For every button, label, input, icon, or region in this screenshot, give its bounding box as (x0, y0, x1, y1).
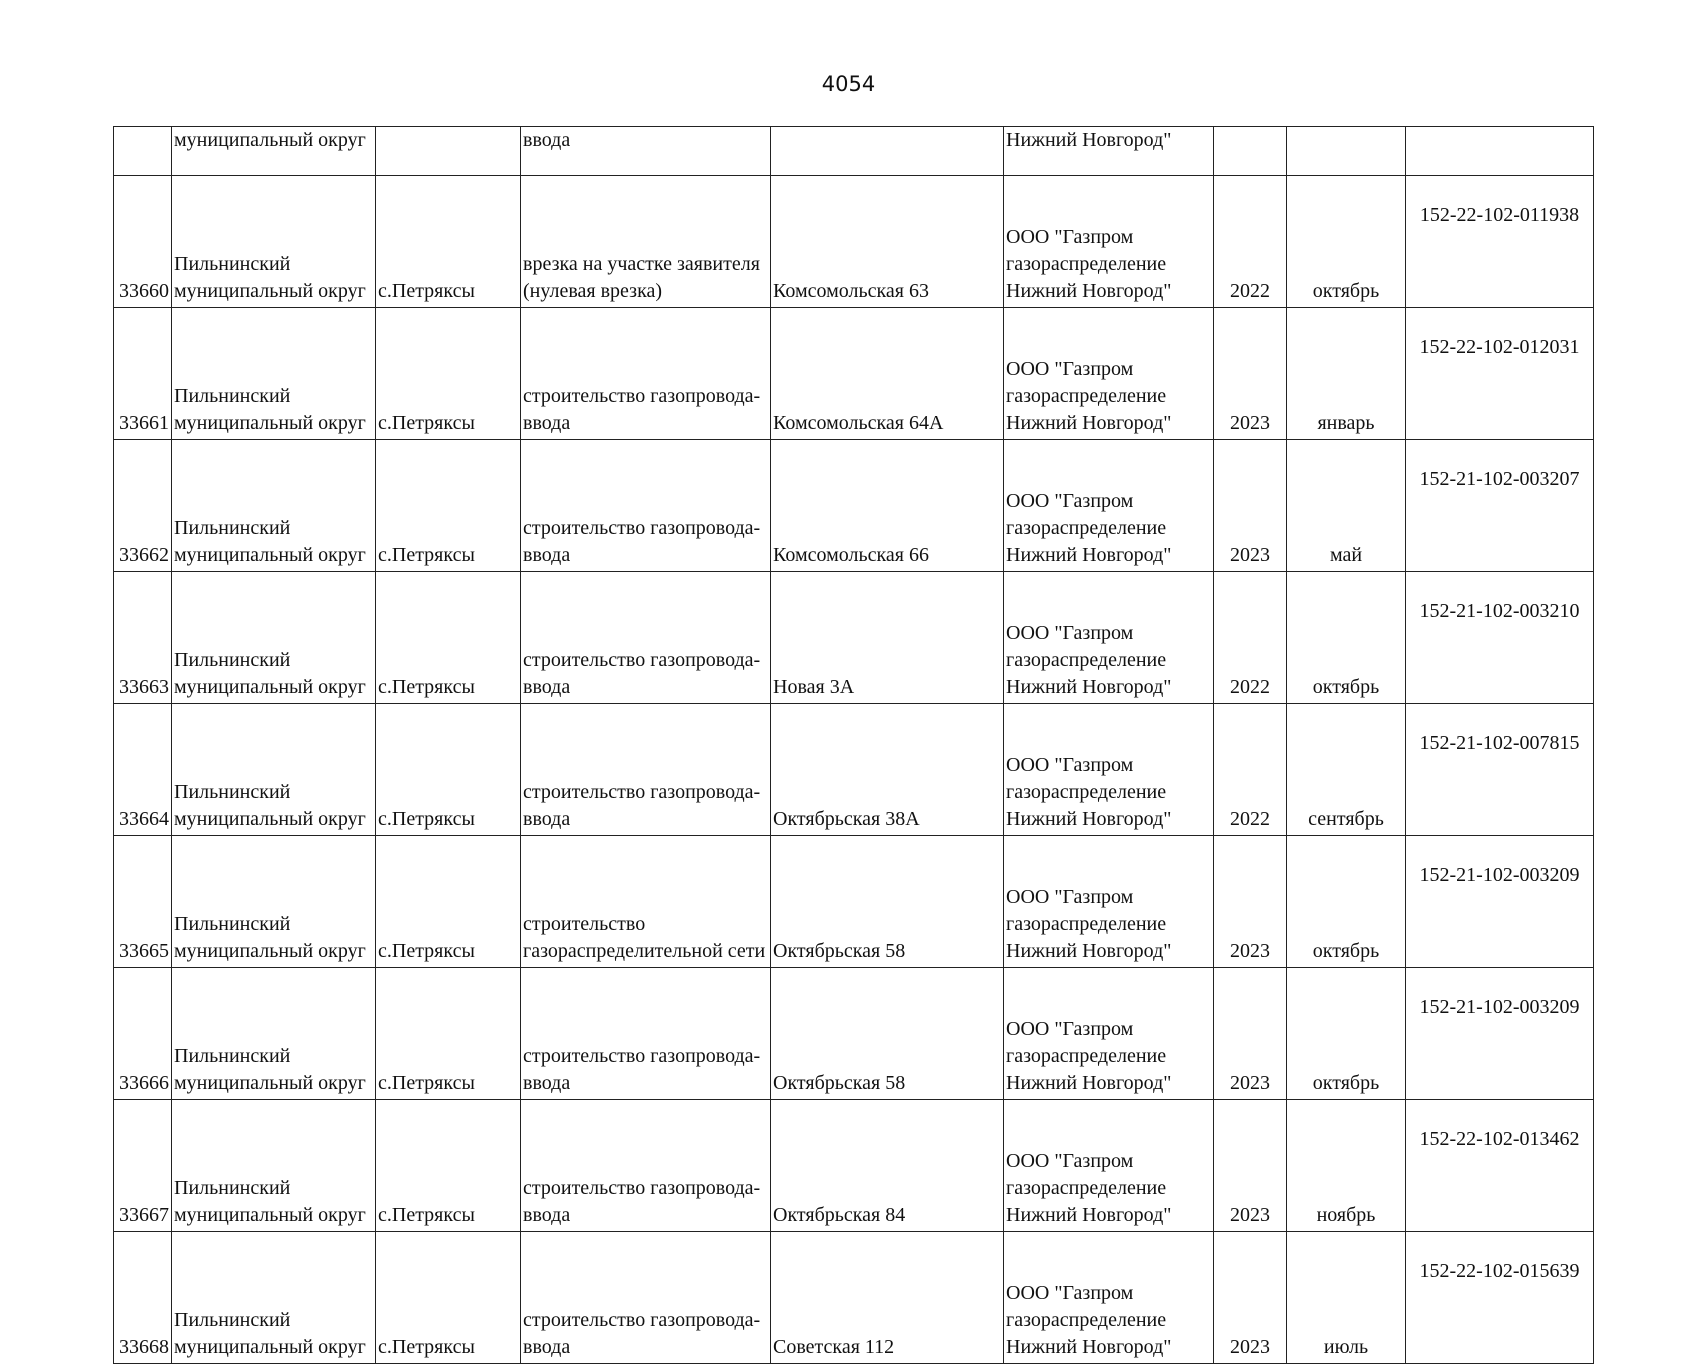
cell-month: ноябрь (1287, 1100, 1406, 1232)
continuation-row (114, 127, 1594, 176)
organization-line-3: Нижний Новгород" (1006, 1204, 1172, 1226)
cell-address: Комсомольская 63 (771, 176, 1004, 308)
cell-work-type (521, 308, 771, 440)
district-line-1: Пильнинский (174, 1177, 291, 1199)
cell-work-type (521, 440, 771, 572)
cell-address: Октябрьская 84 (771, 1100, 1004, 1232)
district-line-1: Пильнинский (174, 1309, 291, 1331)
cell-year: 2022 (1214, 704, 1287, 836)
cell-locality: с.Петряксы (376, 836, 521, 968)
cell-year: 2022 (1214, 176, 1287, 308)
table-row (114, 1232, 1594, 1364)
organization-line-1: ООО "Газпром (1006, 754, 1134, 776)
organization-line-2: газораспределение (1006, 253, 1167, 275)
cell-address: Октябрьская 58 (771, 836, 1004, 968)
cell-year: 2023 (1214, 836, 1287, 968)
work-type-line-1: строительство газопровода- (523, 649, 761, 671)
cell-month: октябрь (1287, 836, 1406, 968)
cell-district (172, 1232, 376, 1364)
cell-district (172, 308, 376, 440)
organization-line-2: газораспределение (1006, 913, 1167, 935)
cell-year (1214, 127, 1287, 176)
work-type-line-1: строительство газопровода- (523, 781, 761, 803)
organization-line-2: газораспределение (1006, 1177, 1167, 1199)
work-type-line-1: строительство газопровода- (523, 385, 761, 407)
cell-organization (1004, 836, 1214, 968)
cell-district (172, 1100, 376, 1232)
work-type-line-2: ввода (523, 412, 571, 434)
table-row (114, 1100, 1594, 1232)
cell-month (1287, 127, 1406, 176)
cell-code: 152-22-102-015639 (1406, 1232, 1594, 1364)
cell-locality: с.Петряксы (376, 1100, 521, 1232)
district-line-2: муниципальный округ (174, 1072, 366, 1094)
table-body (114, 127, 1594, 1364)
work-type-line-2: газораспределительной сети (523, 940, 766, 962)
table-row (114, 572, 1594, 704)
organization-line-3: Нижний Новгород" (1006, 412, 1172, 434)
cell-number: 33661 (114, 308, 172, 440)
cell-locality (376, 127, 521, 176)
organization-line-3: Нижний Новгород" (1006, 940, 1172, 962)
cell-month: октябрь (1287, 968, 1406, 1100)
work-type-line-1: строительство газопровода- (523, 517, 761, 539)
cell-organization (1004, 1100, 1214, 1232)
work-type-line-2: ввода (523, 1072, 571, 1094)
work-type-line-1: строительство газопровода- (523, 1045, 761, 1067)
cell-number: 33666 (114, 968, 172, 1100)
cell-locality: с.Петряксы (376, 968, 521, 1100)
cell-work-type (521, 968, 771, 1100)
cell-code: 152-21-102-003207 (1406, 440, 1594, 572)
district-line-2: муниципальный округ (174, 940, 366, 962)
cell-work-type (521, 704, 771, 836)
cell-month: июль (1287, 1232, 1406, 1364)
cell-organization (1004, 308, 1214, 440)
cell-locality: с.Петряксы (376, 572, 521, 704)
table-row (114, 440, 1594, 572)
cell-address: Комсомольская 64А (771, 308, 1004, 440)
organization-line-3: Нижний Новгород" (1006, 1336, 1172, 1358)
cell-code: 152-21-102-007815 (1406, 704, 1594, 836)
organization-line-3: Нижний Новгород" (1006, 676, 1172, 698)
organization-line-3: Нижний Новгород" (1006, 280, 1172, 302)
cell-district (172, 572, 376, 704)
organization-line-2: газораспределение (1006, 1309, 1167, 1331)
district-line-1: Пильнинский (174, 385, 291, 407)
organization-line-1: ООО "Газпром (1006, 622, 1134, 644)
cell-organization (1004, 176, 1214, 308)
district-line-1: Пильнинский (174, 781, 291, 803)
district-line-2: муниципальный округ (174, 544, 366, 566)
work-type-line-2: ввода (523, 676, 571, 698)
cell-district (172, 968, 376, 1100)
work-type-line-1: строительство газопровода- (523, 1177, 761, 1199)
organization-line-3: Нижний Новгород" (1006, 808, 1172, 830)
cell-code: 152-21-102-003209 (1406, 968, 1594, 1100)
cell-district: муниципальный округ (172, 127, 376, 176)
organization-line-3: Нижний Новгород" (1006, 544, 1172, 566)
cell-work-type (521, 176, 771, 308)
cell-work-type (521, 572, 771, 704)
cell-month: май (1287, 440, 1406, 572)
cell-district (172, 704, 376, 836)
cell-code: 152-21-102-003210 (1406, 572, 1594, 704)
district-line-1: Пильнинский (174, 1045, 291, 1067)
cell-address: Советская 112 (771, 1232, 1004, 1364)
district-line-2: муниципальный округ (174, 808, 366, 830)
cell-locality: с.Петряксы (376, 1232, 521, 1364)
organization-line-2: газораспределение (1006, 781, 1167, 803)
cell-code (1406, 127, 1594, 176)
table-row (114, 308, 1594, 440)
organization-line-2: газораспределение (1006, 517, 1167, 539)
work-type-line-1: строительство газопровода- (523, 1309, 761, 1331)
cell-number: 33665 (114, 836, 172, 968)
cell-code: 152-22-102-013462 (1406, 1100, 1594, 1232)
district-line-1: Пильнинский (174, 649, 291, 671)
registry-table (113, 126, 1594, 1364)
cell-address: Октябрьская 38А (771, 704, 1004, 836)
cell-year: 2023 (1214, 1232, 1287, 1364)
cell-address: Новая 3А (771, 572, 1004, 704)
cell-number: 33667 (114, 1100, 172, 1232)
cell-work-type (521, 1232, 771, 1364)
organization-line-3: Нижний Новгород" (1006, 1072, 1172, 1094)
work-type-line-2: ввода (523, 1336, 571, 1358)
work-type-line-1: строительство (523, 913, 646, 935)
cell-number: 33663 (114, 572, 172, 704)
cell-year: 2022 (1214, 572, 1287, 704)
district-line-2: муниципальный округ (174, 1204, 366, 1226)
organization-line-1: ООО "Газпром (1006, 226, 1134, 248)
cell-work-type (521, 1100, 771, 1232)
cell-locality: с.Петряксы (376, 440, 521, 572)
organization-line-1: ООО "Газпром (1006, 490, 1134, 512)
cell-year: 2023 (1214, 968, 1287, 1100)
cell-address (771, 127, 1004, 176)
cell-number: 33668 (114, 1232, 172, 1364)
cell-address: Октябрьская 58 (771, 968, 1004, 1100)
cell-address: Комсомольская 66 (771, 440, 1004, 572)
cell-code: 152-22-102-012031 (1406, 308, 1594, 440)
district-line-2: муниципальный округ (174, 280, 366, 302)
district-line-1: Пильнинский (174, 913, 291, 935)
table-row (114, 176, 1594, 308)
organization-line-1: ООО "Газпром (1006, 886, 1134, 908)
organization-line-1: ООО "Газпром (1006, 1018, 1134, 1040)
organization-line-2: газораспределение (1006, 1045, 1167, 1067)
cell-month: сентябрь (1287, 704, 1406, 836)
cell-number: 33664 (114, 704, 172, 836)
cell-organization (1004, 1232, 1214, 1364)
cell-month: январь (1287, 308, 1406, 440)
work-type-line-1: врезка на участке заявителя (523, 253, 760, 275)
page-number: 4054 (821, 72, 876, 96)
cell-organization (1004, 968, 1214, 1100)
organization-line-2: газораспределение (1006, 385, 1167, 407)
cell-work-type: ввода (521, 127, 771, 176)
table-row (114, 968, 1594, 1100)
work-type-line-2: (нулевая врезка) (523, 280, 663, 302)
district-line-1: Пильнинский (174, 253, 291, 275)
cell-district (172, 176, 376, 308)
organization-line-1: ООО "Газпром (1006, 358, 1134, 380)
cell-organization (1004, 440, 1214, 572)
cell-organization: Нижний Новгород" (1004, 127, 1214, 176)
cell-district (172, 836, 376, 968)
cell-code: 152-21-102-003209 (1406, 836, 1594, 968)
table-row (114, 704, 1594, 836)
cell-year: 2023 (1214, 440, 1287, 572)
work-type-line-2: ввода (523, 1204, 571, 1226)
cell-month: октябрь (1287, 572, 1406, 704)
cell-number (114, 127, 172, 176)
district-line-2: муниципальный округ (174, 412, 366, 434)
cell-organization (1004, 572, 1214, 704)
work-type-line-2: ввода (523, 544, 571, 566)
cell-district (172, 440, 376, 572)
cell-locality: с.Петряксы (376, 176, 521, 308)
organization-line-1: ООО "Газпром (1006, 1150, 1134, 1172)
cell-number: 33662 (114, 440, 172, 572)
district-line-1: Пильнинский (174, 517, 291, 539)
cell-work-type (521, 836, 771, 968)
work-type-line-2: ввода (523, 808, 571, 830)
district-line-2: муниципальный округ (174, 1336, 366, 1358)
organization-line-1: ООО "Газпром (1006, 1282, 1134, 1304)
cell-month: октябрь (1287, 176, 1406, 308)
cell-code: 152-22-102-011938 (1406, 176, 1594, 308)
organization-line-2: газораспределение (1006, 649, 1167, 671)
cell-number: 33660 (114, 176, 172, 308)
cell-organization (1004, 704, 1214, 836)
cell-year: 2023 (1214, 308, 1287, 440)
district-line-2: муниципальный округ (174, 676, 366, 698)
cell-year: 2023 (1214, 1100, 1287, 1232)
cell-locality: с.Петряксы (376, 704, 521, 836)
cell-locality: с.Петряксы (376, 308, 521, 440)
table-row (114, 836, 1594, 968)
